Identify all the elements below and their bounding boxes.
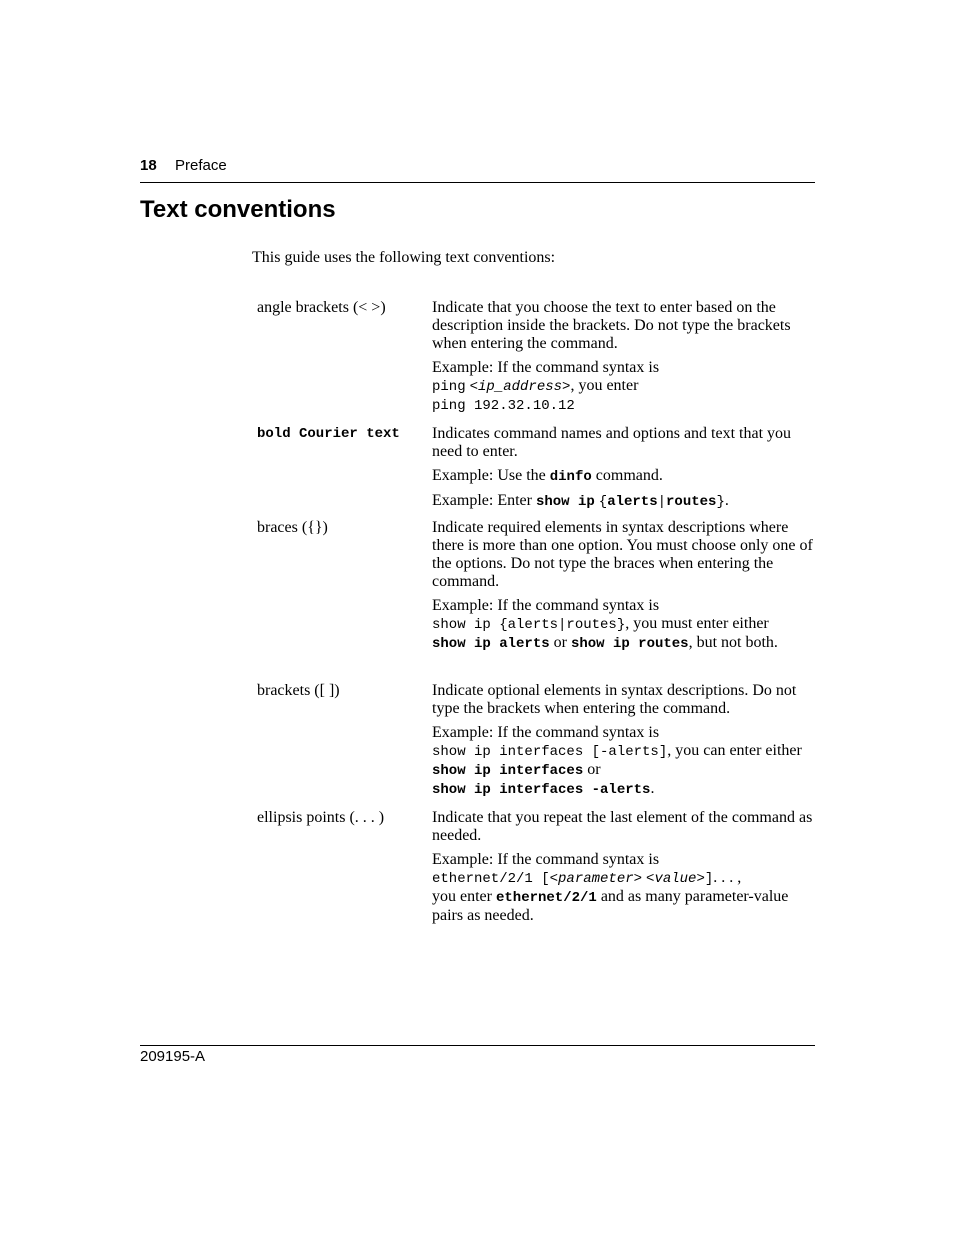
description-text: Indicates command names and options and text that you need to enter. <box>432 425 792 460</box>
description-text: Indicate required elements in syntax descriptions where there is more than one option. You must choose only one of the options. Do not type the braces when entering the command. <box>432 519 813 590</box>
term-angle-brackets: angle brackets (< >) <box>257 299 386 316</box>
term-brackets: brackets ([ ]) <box>257 682 340 699</box>
term-braces: braces ({}) <box>257 519 328 536</box>
document-number: 209195-A <box>140 1048 206 1065</box>
term-bold-courier: bold Courier text <box>257 426 400 442</box>
description-text: Indicate optional elements in syntax descriptions. Do not type the brackets when entering the command. <box>432 682 797 717</box>
example-text: Example: If the command syntax is show ip interfaces [-alerts], you can enter either show ip interfaces or show ip interfaces -alerts. <box>432 724 802 798</box>
example-text: Example: If the command syntax is ping <ip_address>, you enter ping 192.32.10.12 <box>432 359 660 414</box>
example-text: Example: If the command syntax is ethernet/2/1 [<parameter> <value>]. . . , you enter ethernet/2/1 and as many parameter-value pairs as needed. <box>432 851 789 924</box>
example-text: Example: If the command syntax is show ip {alerts|routes}, you must enter either show ip alerts or show ip routes, but not both. <box>432 597 778 652</box>
running-header-section: Preface <box>175 157 227 174</box>
term-ellipsis-points: ellipsis points (. . . ) <box>257 809 385 826</box>
desc-bold-courier <box>432 425 817 511</box>
desc-angle-brackets <box>432 299 817 415</box>
description-text: Indicate that you repeat the last element of the command as needed. <box>432 809 813 844</box>
example-text: Example: Enter show ip {alerts|routes}. <box>432 492 729 510</box>
footer-rule <box>140 1045 815 1046</box>
desc-brackets <box>432 682 817 799</box>
desc-braces <box>432 519 817 653</box>
intro-text: This guide uses the following text conventions: <box>252 249 556 266</box>
header-rule <box>140 182 815 183</box>
example-text: Example: Use the dinfo command. <box>432 467 663 485</box>
description-text: Indicate that you choose the text to enter based on the description inside the brackets. Do not type the brackets when entering the command. <box>432 299 791 352</box>
desc-ellipsis-points <box>432 809 817 925</box>
page-number: 18 <box>140 157 157 174</box>
page-title: Text conventions <box>140 196 336 223</box>
